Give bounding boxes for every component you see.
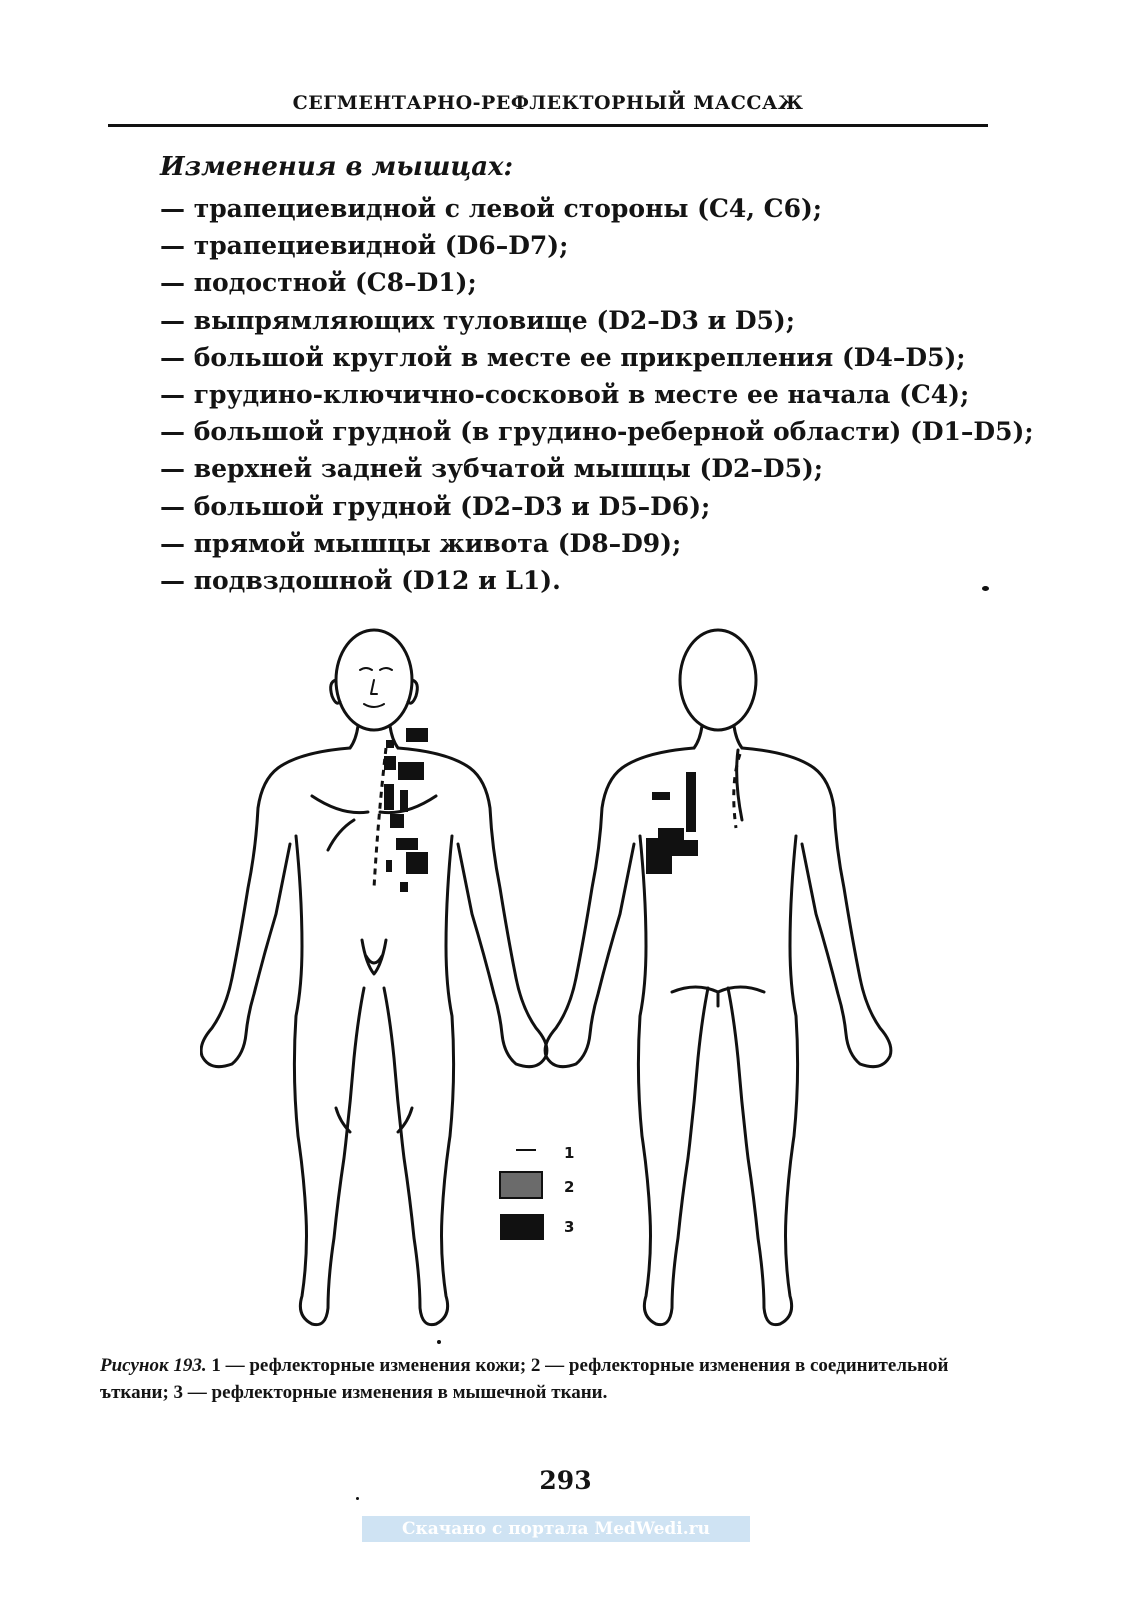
list-item: — подостной (С8–D1);: [160, 268, 477, 298]
body-figure-illustration: [200, 600, 960, 1330]
legend-swatch-muscle: [500, 1214, 544, 1240]
front-reflex-markings: [384, 728, 428, 892]
list-item: — большой круглой в месте ее прикрепления (D4–D5);: [160, 342, 966, 372]
page-number: 293: [539, 1466, 592, 1495]
figure-caption-text: 1 — рефлекторные изменения кожи; 2 — рефлекторные изменения в соединительной ъткани; 3 — рефлекторные изменения в мышечной ткани.: [100, 1355, 949, 1403]
legend-swatch-connective: [500, 1172, 542, 1198]
list-item: — выпрямляющих туловище (D2–D3 и D5);: [160, 305, 795, 335]
print-speck: [437, 1340, 441, 1344]
watermark-banner[interactable]: Скачано с портала MedWedi.ru: [362, 1516, 750, 1542]
back-reflex-markings: [646, 772, 698, 874]
list-item: — трапециевидной (D6–D7);: [160, 231, 569, 261]
print-speck: [982, 586, 989, 591]
back-body-outline: [545, 630, 891, 1325]
legend-swatches: [500, 1150, 544, 1240]
list-item: — подвздошной (D12 и L1).: [160, 566, 561, 596]
legend-number: 1: [564, 1144, 575, 1162]
list-item: — грудино-ключично-сосковой в месте ее начала (С4);: [160, 380, 970, 410]
running-header: СЕГМЕНТАРНО-РЕФЛЕКТОРНЫЙ МАССАЖ: [292, 92, 804, 114]
list-item: — верхней задней зубчатой мышцы (D2–D5);: [160, 454, 824, 484]
list-item: — прямой мышцы живота (D8–D9);: [160, 528, 682, 558]
figure-caption-label: Рисунок 193.: [100, 1355, 207, 1376]
list-item: — большой грудной (в грудино-реберной области) (D1–D5);: [160, 417, 1034, 447]
legend-number: 2: [564, 1178, 575, 1196]
front-face: [360, 668, 392, 707]
front-body-outline: [201, 630, 547, 1325]
figure-caption: [100, 1352, 980, 1406]
section-title: Изменения в мышцах:: [160, 152, 514, 182]
list-item: — трапециевидной с левой стороны (С4, С6);: [160, 194, 823, 223]
muscle-change-list: [160, 190, 1034, 599]
legend-number: 3: [564, 1218, 575, 1236]
list-item: — большой грудной (D2–D3 и D5–D6);: [160, 491, 711, 521]
header-rule: [108, 124, 988, 127]
print-speck: [356, 1497, 359, 1500]
